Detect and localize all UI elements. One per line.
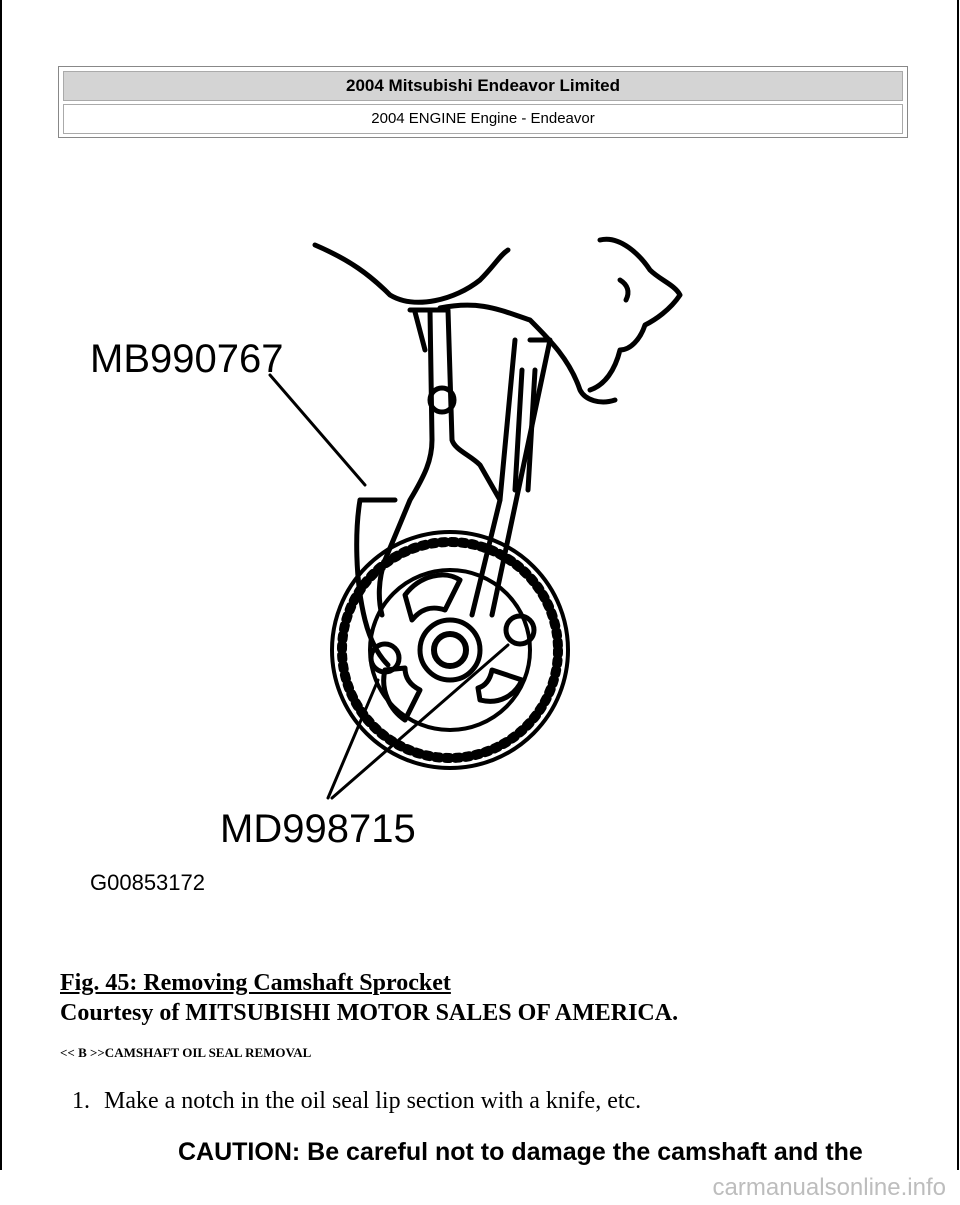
watermark: carmanualsonline.info [712,1174,946,1201]
page-border-left [0,0,2,1170]
figure-code: G00853172 [90,870,205,895]
step-number: 1. [72,1088,90,1114]
document-subtitle: 2004 ENGINE Engine - Endeavor [63,104,903,134]
camshaft-sprocket-illustration [60,200,760,920]
label-holder-tool: MB990767 [90,337,284,381]
figure-title: Fig. 45: Removing Camshaft Sprocket [60,970,451,996]
figure-caption [60,968,678,1028]
section-heading: << B >>CAMSHAFT OIL SEAL REMOVAL [60,1045,312,1060]
caution-note: CAUTION: Be careful not to damage the camshaft and the [178,1138,863,1166]
document-title: 2004 Mitsubishi Endeavor Limited [63,71,903,101]
figure-courtesy: Courtesy of MITSUBISHI MOTOR SALES OF AMERICA. [60,1000,679,1026]
page-border-right [957,0,959,1170]
document-header [58,66,908,138]
label-pin-tool: MD998715 [220,807,416,851]
step-item [72,1086,641,1116]
step-text: Make a notch in the oil seal lip section with a knife, etc. [104,1088,642,1114]
